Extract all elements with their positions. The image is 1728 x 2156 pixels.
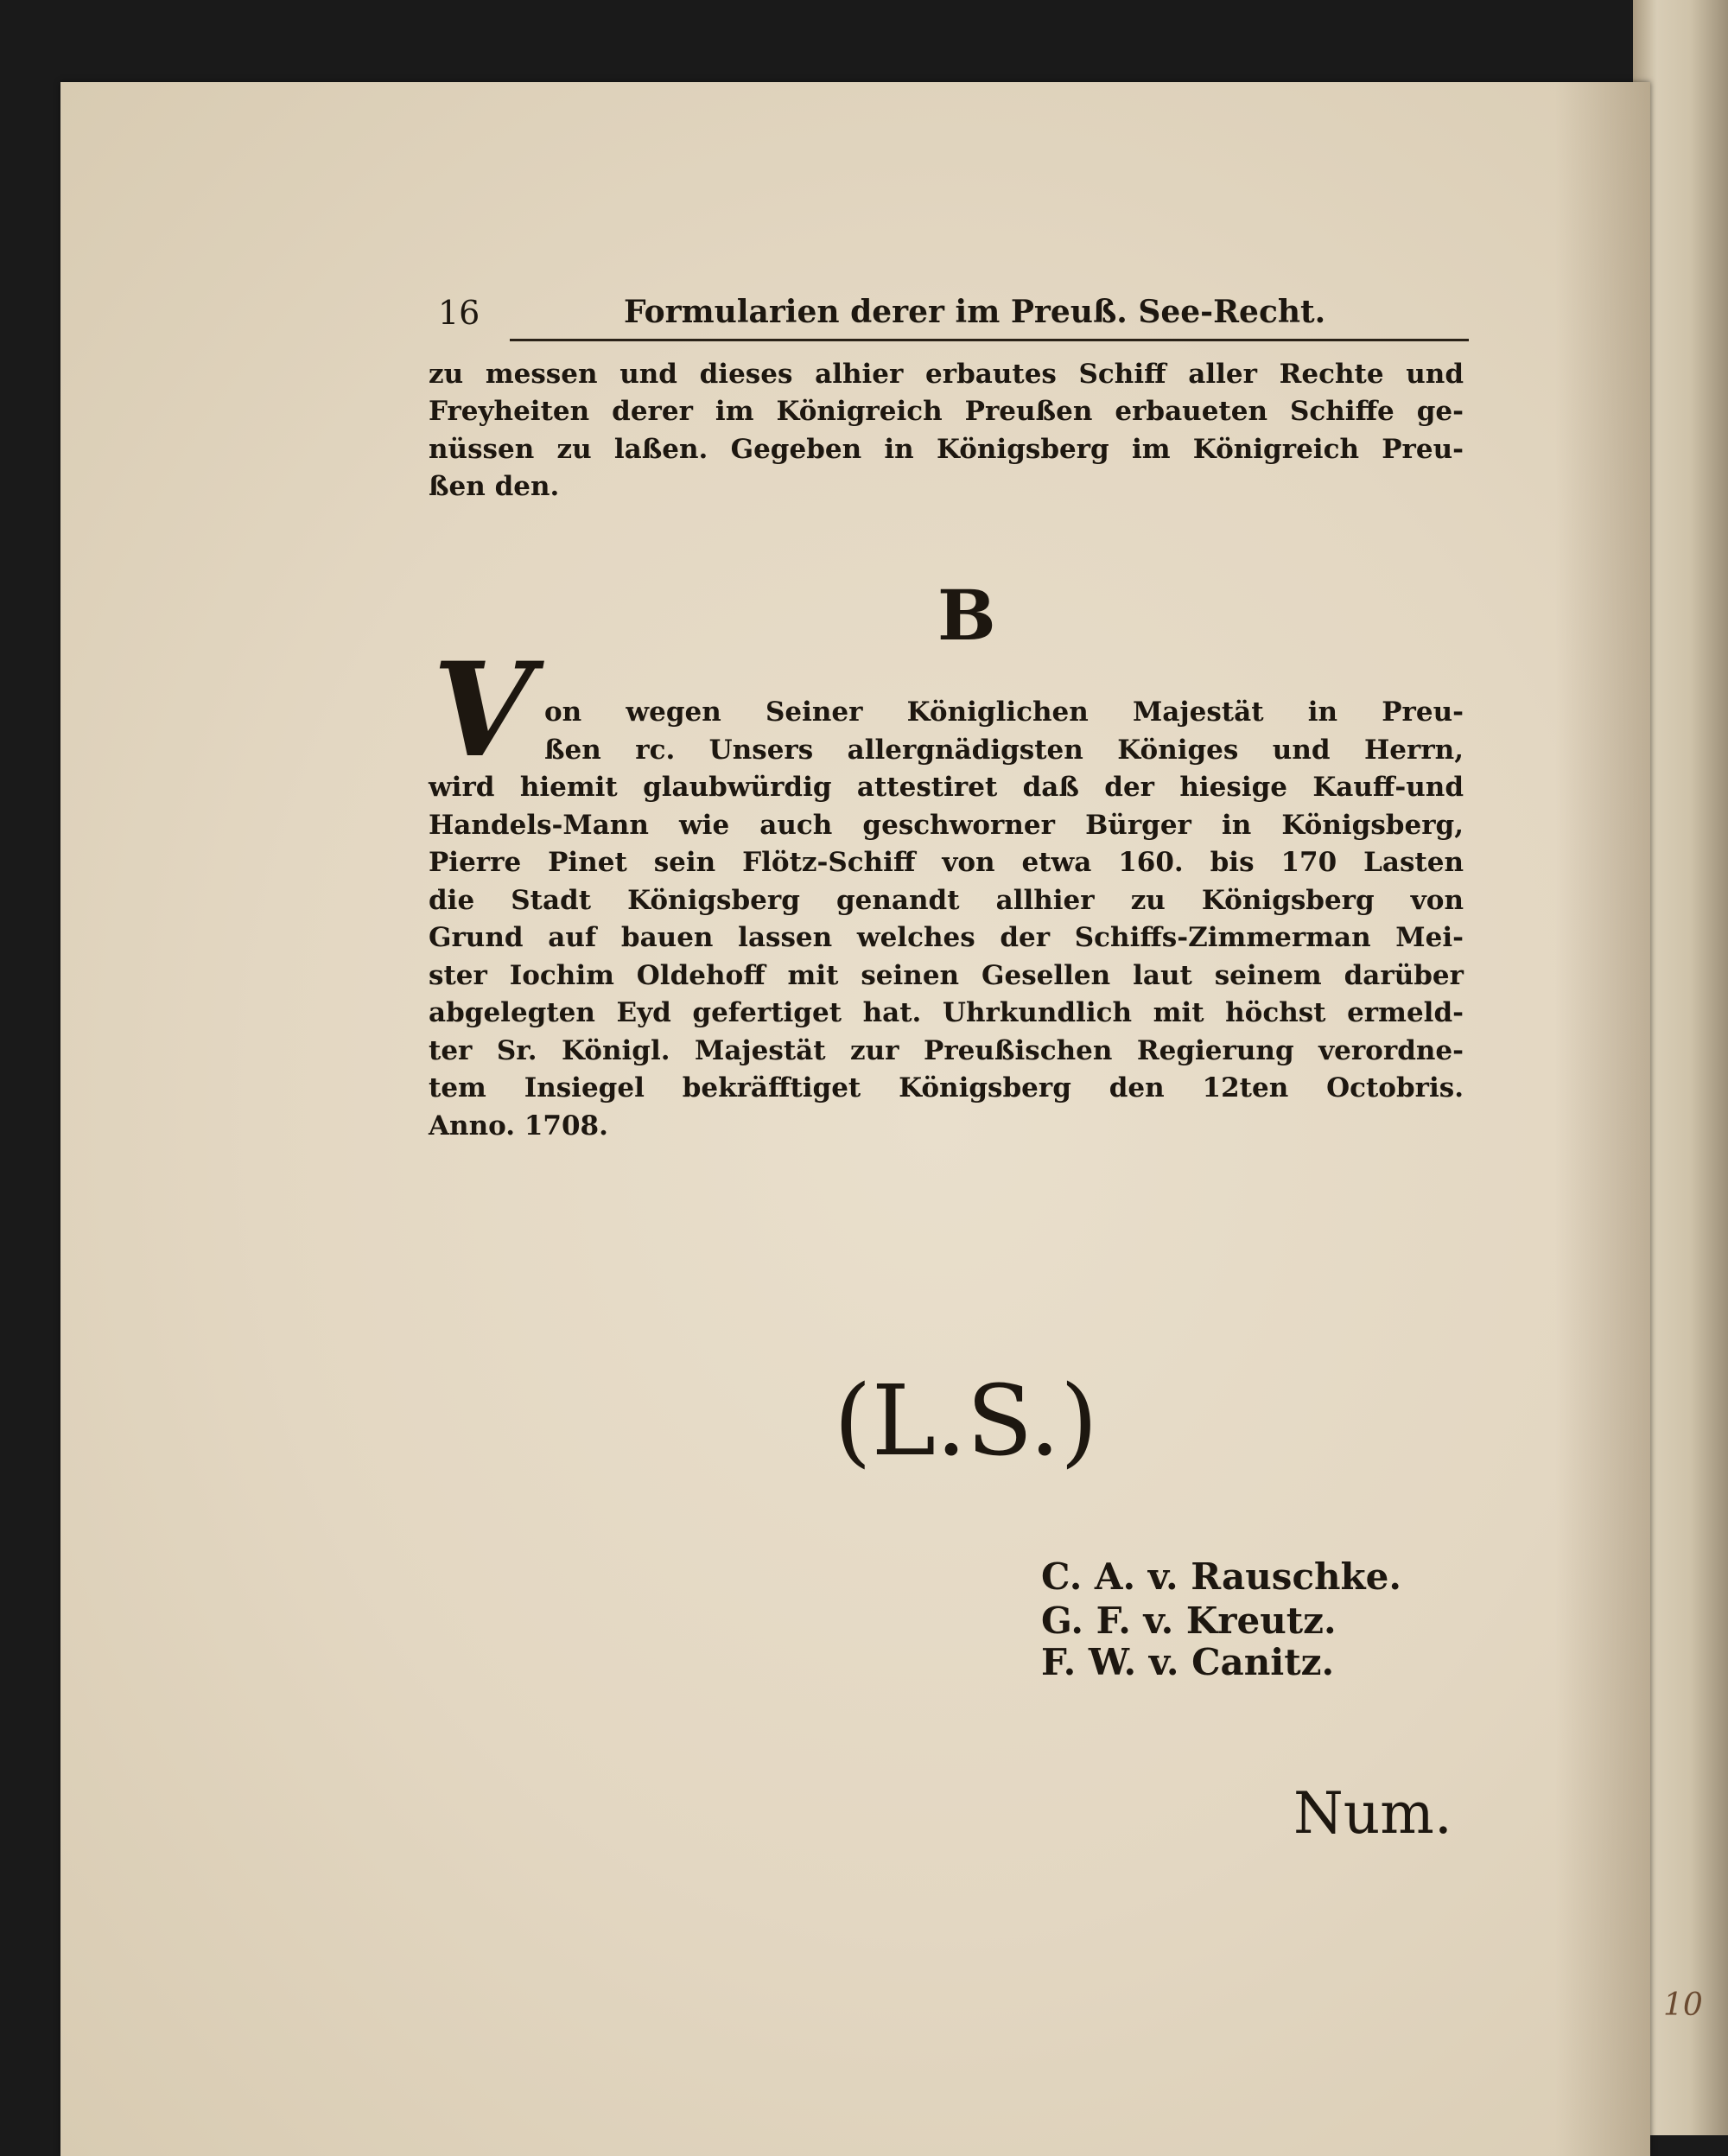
text-line: Pierre Pinet sein Flötz-Schiff von etwa 160. bis 170 Lasten	[429, 847, 1464, 878]
catchword: Num.	[1293, 1780, 1452, 1847]
page-gutter-shadow	[1555, 82, 1650, 2156]
text-line: Anno. 1708.	[429, 1110, 608, 1142]
text-line: wird hiemit glaubwürdig attestiret daß der hiesige Kauff-und	[429, 772, 1464, 803]
text-line: Handels-Mann wie auch geschworner Bürger in Königsberg,	[429, 810, 1464, 841]
running-title: Formularien derer im Preuß. See-Recht.	[624, 294, 1326, 330]
text-line: nüssen zu laßen. Gegeben in Königsberg im Königreich Preu-	[429, 434, 1464, 465]
handwritten-folio: 10	[1663, 1987, 1703, 2023]
text-line: zu messen und dieses alhier erbautes Schiff aller Rechte und	[429, 359, 1464, 390]
text-line: on wegen Seiner Königlichen Majestät in Preu-	[544, 696, 1464, 728]
page-number: 16	[438, 294, 480, 332]
signature-line: F. W. v. Canitz.	[1041, 1641, 1335, 1683]
text-line: ter Sr. Königl. Majestät zur Preußischen Regierung verordne-	[429, 1035, 1464, 1066]
section-letter: B	[937, 575, 996, 656]
text-line: tem Insiegel bekräfftiget Königsberg den 12ten Octobris.	[429, 1072, 1464, 1103]
signature-line: C. A. v. Rauschke.	[1041, 1555, 1402, 1598]
text-line: ster Iochim Oldehoff mit seinen Gesellen laut seinem darüber	[429, 960, 1464, 991]
text-line: Grund auf bauen lassen welches der Schiffs-Zimmerman Mei-	[429, 922, 1464, 953]
text-line: abgelegten Eyd gefertiget hat. Uhrkundlich mit höchst ermeld-	[429, 997, 1464, 1028]
text-line: Freyheiten derer im Königreich Preußen erbaueten Schiffe ge-	[429, 396, 1464, 427]
drop-cap: V	[432, 634, 534, 786]
text-line: die Stadt Königsberg genandt allhier zu Königsberg von	[429, 885, 1464, 916]
seal-mark: (L.S.)	[834, 1365, 1098, 1478]
signature-line: G. F. v. Kreutz.	[1041, 1600, 1337, 1642]
text-line: ßen den.	[429, 471, 560, 502]
text-line: ßen rc. Unsers allergnädigsten Königes und Herrn,	[544, 735, 1464, 766]
header-rule	[510, 339, 1469, 341]
